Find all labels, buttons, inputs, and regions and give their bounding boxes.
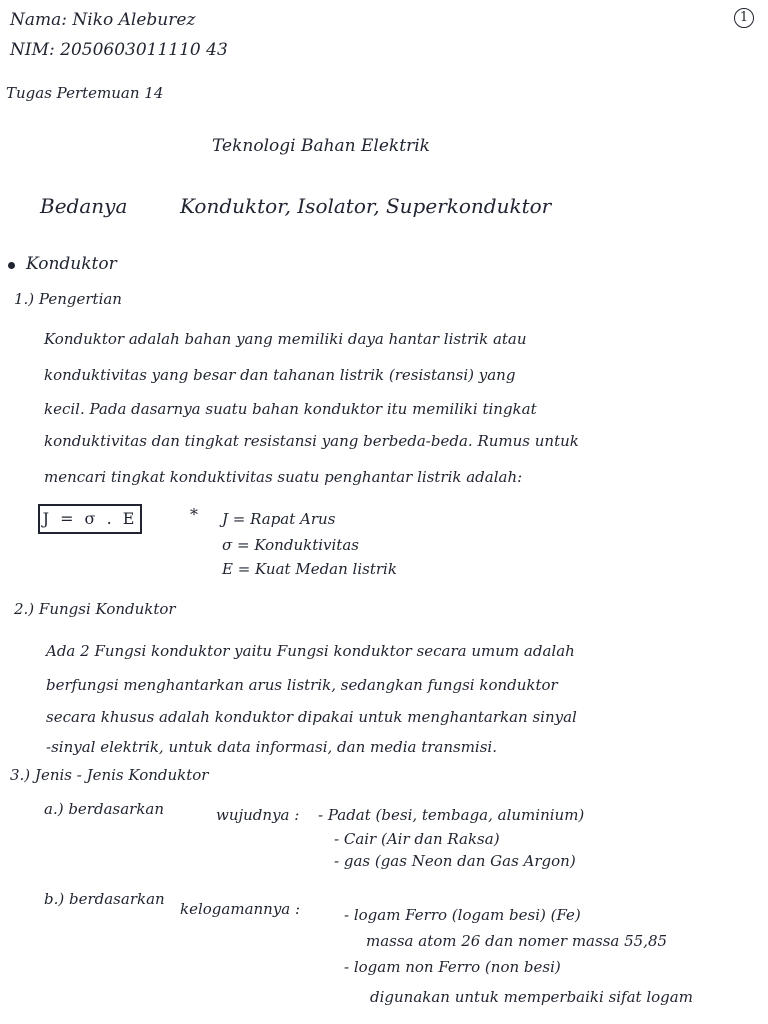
legend-item: J = Rapat Arus	[222, 510, 336, 528]
b-label: b.) berdasarkan	[44, 890, 165, 908]
a-key: wujudnya :	[216, 806, 300, 824]
p2-heading: 2.) Fungsi Konduktor	[14, 600, 176, 618]
legend-item: E = Kuat Medan listrik	[222, 560, 397, 578]
student-name: Nama: Niko Aleburez	[10, 10, 196, 30]
b-item: massa atom 26 dan nomer massa 55,85	[366, 932, 668, 950]
student-nim: NIM: 2050603011110 43	[10, 40, 228, 60]
a-item: - gas (gas Neon dan Gas Argon)	[334, 852, 576, 870]
b-item: digunakan untuk memperbaiki sifat logam	[370, 988, 693, 1006]
formula-box: J = σ . E	[38, 504, 142, 534]
bullet-icon	[8, 262, 15, 269]
p3-heading: 3.) Jenis - Jenis Konduktor	[10, 766, 209, 784]
p2-line: berfungsi menghantarkan arus listrik, sedangkan fungsi konduktor	[46, 676, 558, 694]
p1-heading: 1.) Pengertian	[14, 290, 122, 308]
topic-items: Konduktor, Isolator, Superkonduktor	[180, 194, 552, 218]
page-number: 1	[734, 8, 754, 28]
b-item: - logam non Ferro (non besi)	[344, 958, 561, 976]
topic-lead: Bedanya	[40, 194, 128, 218]
p1-line: kecil. Pada dasarnya suatu bahan konduktor itu memiliki tingkat	[44, 400, 537, 418]
p2-line: Ada 2 Fungsi konduktor yaitu Fungsi konduktor secara umum adalah	[46, 642, 575, 660]
section-heading: Konduktor	[26, 254, 117, 274]
p1-line: Konduktor adalah bahan yang memiliki daya hantar listrik atau	[44, 330, 527, 348]
a-label: a.) berdasarkan	[44, 800, 165, 818]
b-key: kelogamannya :	[180, 900, 301, 918]
b-item: - logam Ferro (logam besi) (Fe)	[344, 906, 581, 924]
a-item: - Padat (besi, tembaga, aluminium)	[318, 806, 585, 824]
task-label: Tugas Pertemuan 14	[6, 84, 164, 102]
p1-line: konduktivitas yang besar dan tahanan listrik (resistansi) yang	[44, 366, 516, 384]
p1-line: konduktivitas dan tingkat resistansi yang berbeda-beda. Rumus untuk	[44, 432, 579, 450]
a-item: - Cair (Air dan Raksa)	[334, 830, 500, 848]
legend-item: σ = Konduktivitas	[222, 536, 359, 554]
p2-line: -sinyal elektrik, untuk data informasi, dan media transmisi.	[46, 738, 497, 756]
course-title: Teknologi Bahan Elektrik	[212, 136, 430, 156]
p1-line: mencari tingkat konduktivitas suatu penghantar listrik adalah:	[44, 468, 523, 486]
p2-line: secara khusus adalah konduktor dipakai untuk menghantarkan sinyal	[46, 708, 577, 726]
asterisk-icon: *	[190, 505, 198, 524]
